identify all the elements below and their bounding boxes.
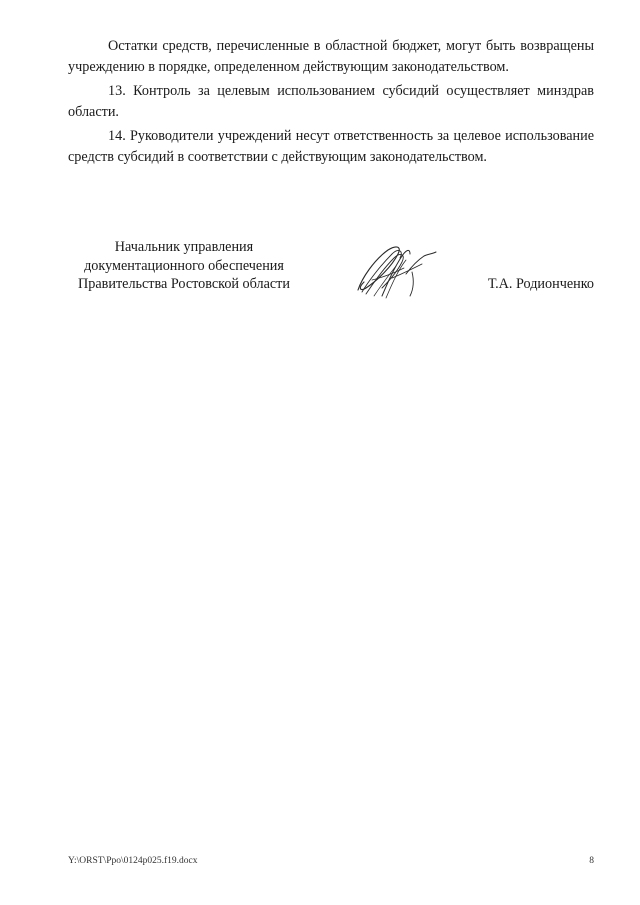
signatory-title <box>68 238 300 294</box>
paragraph-remaining-funds <box>68 36 594 78</box>
signer-name: Т.А. Родионченко <box>487 276 594 292</box>
signatory-title-line-1: Начальник управления <box>114 239 254 255</box>
page-number: 8 <box>589 856 594 866</box>
footer-file-path: Y:\ORST\Ppo\0124p025.f19.docx <box>68 856 198 866</box>
paragraph-text: Руководители учреждений несут ответственность за целевое использование средств субсидий в соответствии с действующим законодательством. <box>68 128 595 165</box>
paragraph-14-responsibility <box>68 126 594 168</box>
signatory-title-line-2: документационного обеспечения <box>84 257 284 274</box>
paragraph-number: 14. <box>108 128 126 144</box>
paragraph-text: Контроль за целевым использованием субсидий осуществляет минздрав области. <box>68 83 594 120</box>
paragraph-number: 13. <box>108 83 126 99</box>
signatory-title-line-3: Правительства Ростовской области <box>78 276 290 292</box>
document-body <box>68 36 594 171</box>
paragraph-13-control <box>68 81 594 123</box>
paragraph-text: Остатки средств, перечисленные в областной бюджет, могут быть возвращены учреждению в порядке, определенном действующим законодательством. <box>68 38 594 75</box>
handwritten-signature <box>352 238 440 302</box>
